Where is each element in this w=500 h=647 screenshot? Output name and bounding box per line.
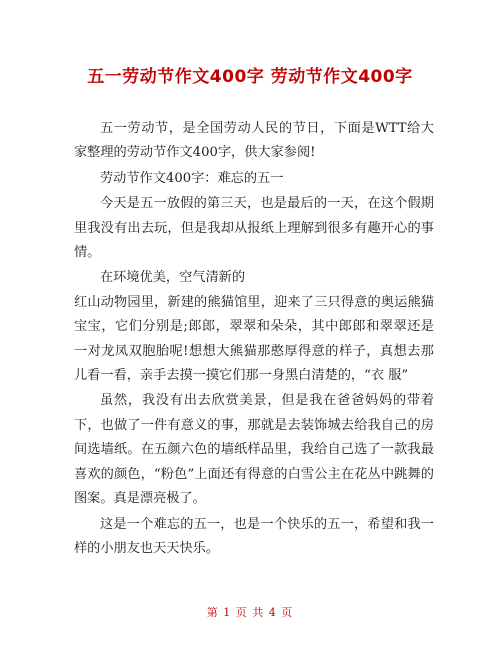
paragraph-subtitle: 劳动节作文400字：难忘的五一 (100, 170, 284, 186)
paragraph-intro: 五一劳动节，是全国劳动人民的节日，下面是WTT给大家整理的劳动节作文400字，供大家参阅! (74, 121, 434, 161)
document-body (74, 117, 434, 561)
paragraph-day-three: 今天是五一放假的第三天，也是最后的一天，在这个假期里我没有出去玩，但是我却从报纸上理解到很多有趣开心的事情。 (74, 196, 434, 261)
paragraph-wallpaper: 虽然，我没有出去欣赏美景，但是我在爸爸妈妈的带着下，也做了一件有意义的事，那就是去装饰城去给我自己的房间选墙纸。在五颜六色的墙纸样品里，我给自己选了一款我最喜欢的颜色，“粉色”上面还有得意的白雪公主在花丛中跳舞的图案。真是漂亮极了。 (74, 393, 434, 507)
document-title: 五一劳动节作文400字 劳动节作文400字 (87, 67, 413, 87)
page-footer: 第 1 页 共 4 页 (206, 606, 294, 619)
paragraph-conclusion: 这是一个难忘的五一，也是一个快乐的五一，希望和我一样的小朋友也天天快乐。 (74, 516, 434, 556)
paragraph-zoo: 红山动物园里，新建的熊猫馆里，迎来了三只得意的奥运熊猫宝宝，它们分别是;郎郎，翠翠和朵朵，其中郎郎和翠翠还是一对龙凤双胞胎呢!想想大熊猫那憨厚得意的样子，真想去那儿看一看，亲手去摸一摸它们那一身黑白清楚的，“衣 服” (74, 294, 434, 384)
paragraph-environment: 在环境优美，空气清新的 (100, 270, 246, 286)
